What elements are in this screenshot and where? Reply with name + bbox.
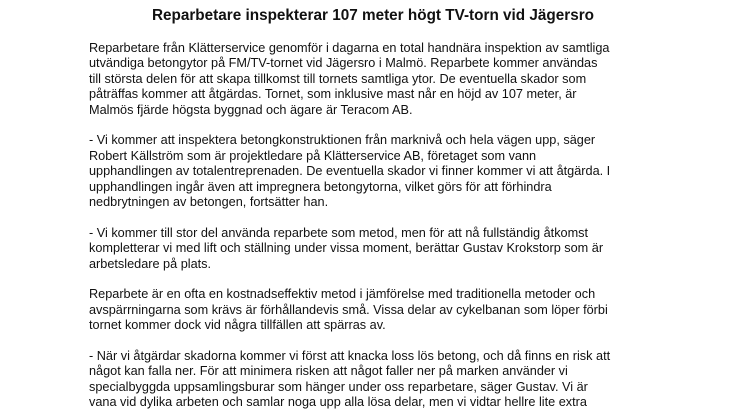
text-line: - När vi åtgärdar skadorna kommer vi först att knacka loss lös betong, och då finns en risk att <box>89 349 611 364</box>
text-line: - Vi kommer att inspektera betongkonstruktionen från marknivå och hela vägen upp, säger <box>89 133 596 148</box>
text-line: avspärrningarna som krävs är förhållandevis små. Vissa delar av cykelbanan som löper förbi <box>89 302 608 317</box>
text-line: - Vi kommer till stor del använda reparbete som metod, men för att nå fullständig åtkomst <box>89 225 589 240</box>
paragraph-5 <box>89 349 746 411</box>
text-line: arbetsledare på plats. <box>89 256 212 271</box>
text-line: specialbyggda uppsamlingsburar som hänger under oss reparbetare, säger Gustav. Vi är <box>89 379 588 394</box>
paragraph-2 <box>89 133 746 210</box>
text-line: upphandlingen av totalentreprenaden. De eventuella skador vi finner kommer vi att åtgärda. I <box>89 164 611 179</box>
text-line: något kan falla ner. För att minimera risken att något faller ner på marken använder vi <box>89 364 568 379</box>
text-line: tornet kommer dock vid några tillfällen att spärras av. <box>89 318 386 333</box>
text-line: Malmös fjärde högsta byggnad och ägare är Teracom AB. <box>89 102 413 117</box>
text-line: Robert Källström som är projektledare på Klätterservice AB, företaget som vann <box>89 148 537 163</box>
paragraph-1 <box>89 41 746 118</box>
text-line: Reparbetare från Klätterservice genomför i dagarna en total handnära inspektion av samtliga <box>89 41 610 55</box>
text-line: Reparbete är en ofta en kostnadseffektiv metod i jämförelse med traditionella metoder och <box>89 287 596 302</box>
text-line: påträffas kommer att åtgärdas. Tornet, som inklusive mast når en höjd av 107 meter, är <box>89 87 577 102</box>
paragraph-4 <box>89 287 746 333</box>
text-line: upphandlingen ingår även att impregnera betongytorna, vilket görs för att förhindra <box>89 179 552 194</box>
text-line: utvändiga betongytor på FM/TV-tornet vid Jägersro i Malmö. Reparbete kommer användas <box>89 56 598 71</box>
text-line: nedbrytningen av betongen, fortsätter han. <box>89 195 329 210</box>
article-body <box>89 41 746 419</box>
text-line: kompletterar vi med lift och ställning under vissa moment, berättar Gustav Krokstorp som är <box>89 241 604 256</box>
paragraph-3 <box>89 226 746 272</box>
text-line: vana vid dylika arbeten och samlar noga upp alla lösa delar, men vi vidtar hellre lite extra <box>89 395 587 410</box>
text-line: till största delen för att skapa tillkomst till tornets samtliga ytor. De eventuella skador som <box>89 71 587 86</box>
article-title: Reparbetare inspekterar 107 meter högt TV-torn vid Jägersro <box>151 7 595 24</box>
